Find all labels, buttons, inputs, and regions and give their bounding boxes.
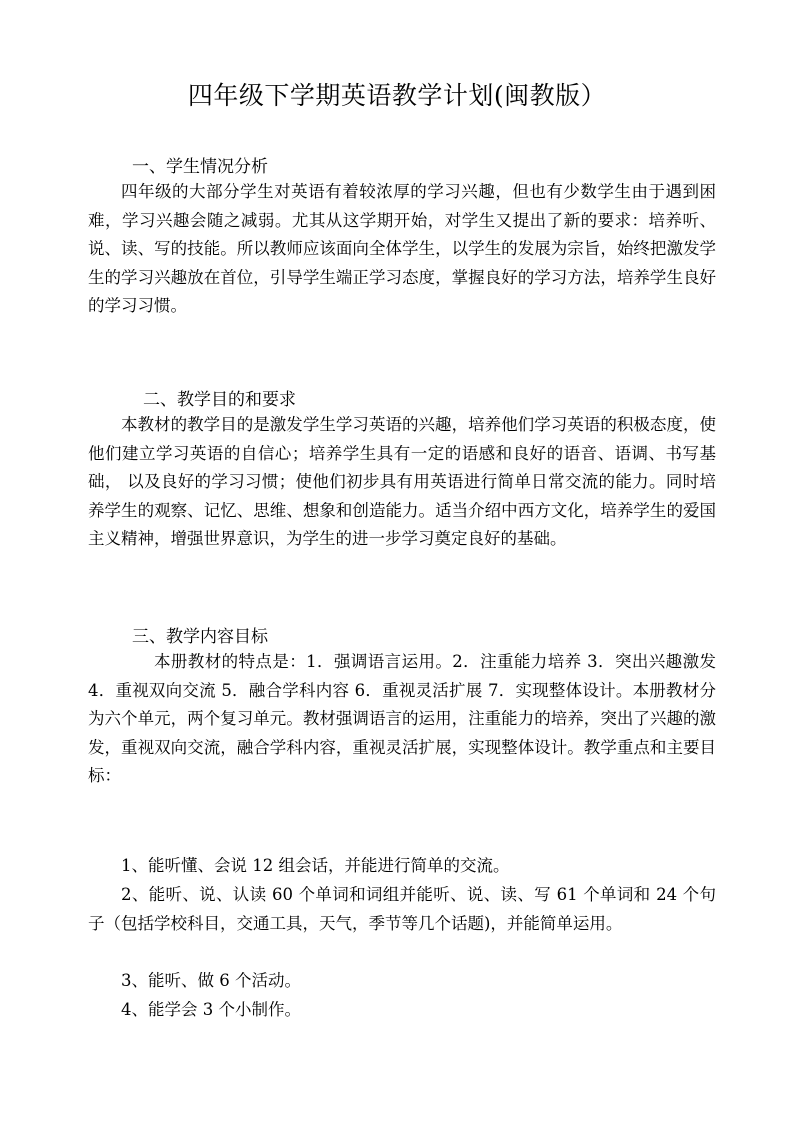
section-paragraph-student-analysis: 四年级的大部分学生对英语有着较浓厚的学习兴趣，但也有少数学生由于遇到困难，学习兴趣会随之减弱。尤其从这学期开始，对学生又提出了新的要求：培养听、说、读、写的技能。所以教师应该面向全体学生，以学生的发展为宗旨，始终把激发学生的学习兴趣放在首位，引导学生端正学习态度，掌握良好的学习方法，培养学生良好的学习习惯。	[88, 182, 716, 315]
goal-item: 2、能听、说、认读 60 个单词和词组并能听、说、读、写 61 个单词和 24 个句子（包括学校科目，交通工具，天气，季节等几个话题)，并能简单运用。	[88, 885, 716, 933]
goal-item: 4、能学会 3 个小制作。	[121, 1000, 301, 1019]
section-heading-student-analysis: 一、学生情况分析	[132, 157, 268, 177]
goal-item: 1、能听懂、会说 12 组会话，并能进行简单的交流。	[121, 856, 510, 875]
document-title: 四年级下学期英语教学计划(闽教版）	[187, 81, 607, 110]
goal-item: 3、能听、做 6 个活动。	[121, 971, 301, 990]
section-heading-content-goals: 三、教学内容目标	[132, 627, 268, 647]
section-heading-teaching-purpose: 二、教学目的和要求	[143, 390, 296, 410]
section-paragraph-teaching-purpose: 本教材的教学目的是激发学生学习英语的兴趣，培养他们学习英语的积极态度，使他们建立学习英语的自信心；培养学生具有一定的语感和良好的语音、语调、书写基础， 以及良好的学习习惯；使他们初步具有用英语进行简单日常交流的能力。同时培养学生的观察、记忆、思维、想象和创造能力。适当介绍中西方文化，培养学生的爱国主义精神，增强世界意识，为学生的进一步学习奠定良好的基础。	[88, 415, 716, 548]
section-paragraph-content-goals: 本册教材的特点是：1．强调语言运用。2．注重能力培养 3．突出兴趣激发 4．重视双向交流 5．融合学科内容 6．重视灵活扩展 7．实现整体设计。本册教材分为六个单元，两个复习单元。教材强调语言的运用，注重能力的培养，突出了兴趣的激发，重视双向交流，融合学科内容，重视灵活扩展，实现整体设计。教学重点和主要目标：	[88, 652, 716, 785]
